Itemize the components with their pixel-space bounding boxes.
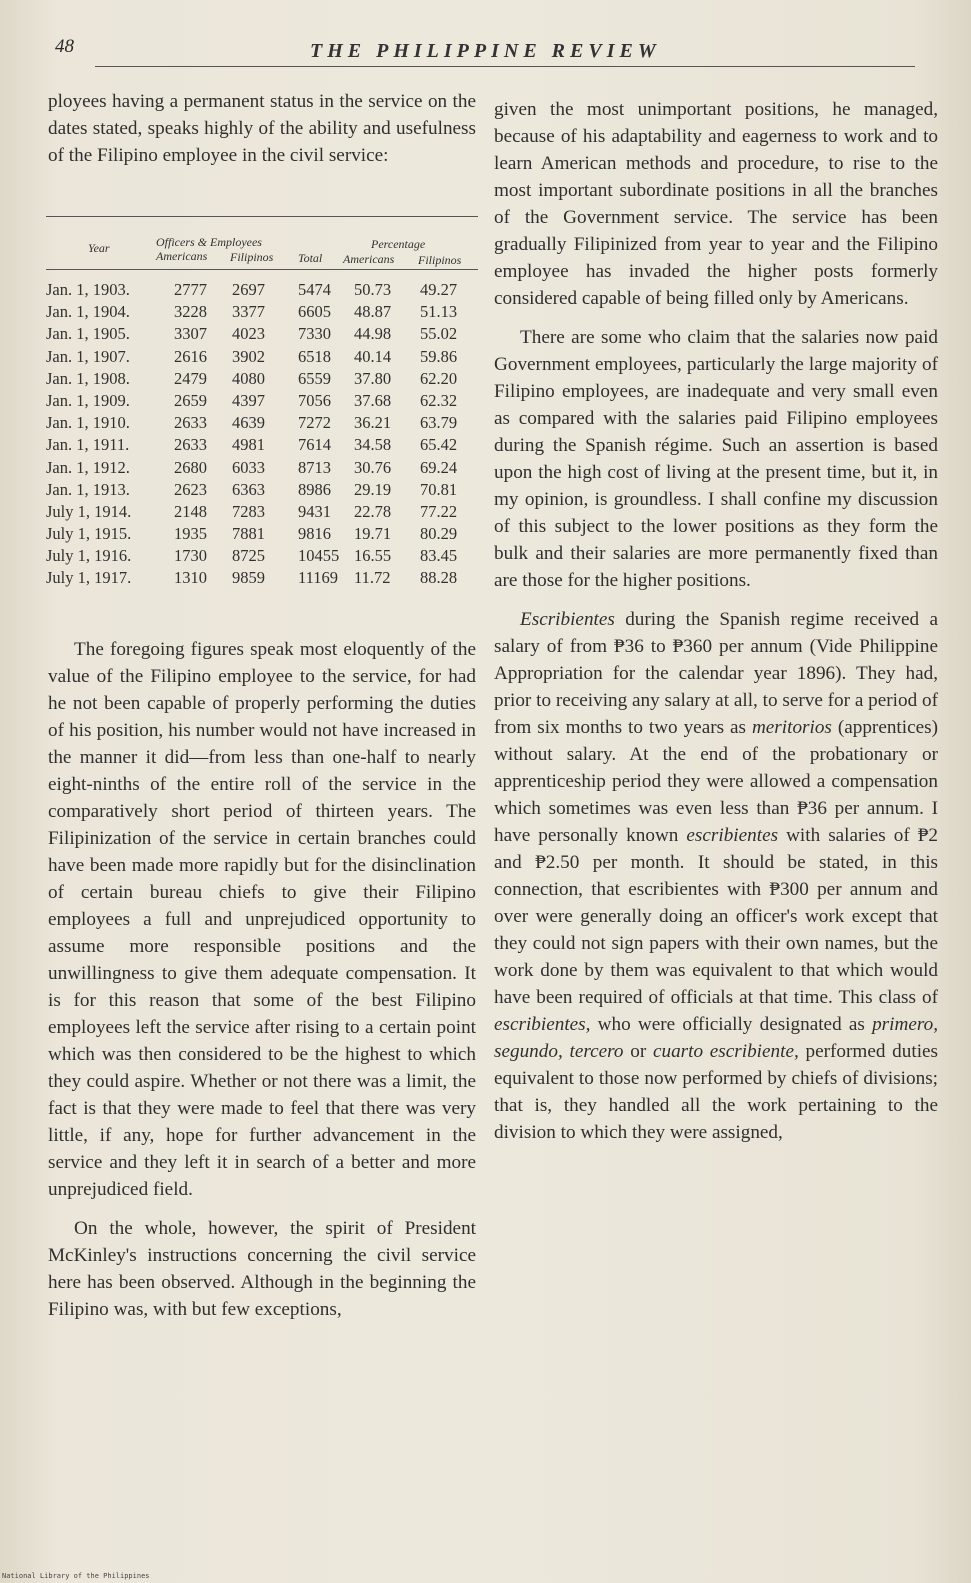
cell-pct-filipinos: 59.86 [420,346,458,366]
table-row [46,347,478,369]
cell-year: Jan. 1, 1904. [46,302,130,322]
cell-americans: 2659 [174,390,207,410]
cell-year: Jan. 1, 1910. [46,413,130,433]
cell-americans: 2633 [174,435,207,455]
left-column [48,88,476,169]
cell-pct-americans: 16.55 [354,546,392,566]
cell-americans: 2777 [174,280,207,299]
cell-pct-americans: 30.76 [354,457,392,477]
table-row [46,324,478,346]
cell-pct-americans: 44.98 [354,324,392,344]
cell-filipinos: 4397 [232,390,265,410]
cell-total: 6605 [298,302,331,322]
cell-pct-americans: 37.80 [354,368,392,388]
paragraph-salaries: There are some who claim that the salaries now paid Government employees, particularly the large majority of Filipino employees, are inadequate and very small even as compared with the salaries paid Filipino employees during the Spanish régime. Such an assertion is based upon the high cost of living at the present time, but it, in my opinion, is groundless. I shall confine my discussion of this subject to the lower positions as they form the bulk and their salaries are more permanently fixed than are those for the higher positions. [494,327,938,591]
paragraph-foregoing-figures: The foregoing figures speak most eloquently of the value of the Filipino employee to the service, for had he not been capable of properly performing the duties of his position, his number would not have increased in the manner it did—from less than one-half to nearly eight-ninths of the entire roll of the service in the comparatively short period of thirteen years. The Filipinization of the service in certain branches could have been made more rapidly but for the disinclination of certain bureau chiefs to give their Filipino employees a full and unprejudiced opportunity to assume more responsible positions and the unwillingness to give them adequate compensation. It is for this reason that some of the best Filipino employees left the service after rising to a certain point which was then considered to be the highest to which they could aspire. Whether or not there was a limit, the fact is that they were made to feel that there was very little, if any, hope for further advancement in the service and they left it in search of a better and more unprejudiced field. [48,639,476,1200]
cell-pct-filipinos: 62.32 [420,390,458,410]
paragraph-mckinley: On the whole, however, the spirit of President McKinley's instructions concerning the civil service here has been observed. Although in the beginning the Filipino was, with but few exceptions, [48,1218,476,1320]
term-meritorios: meritorios [751,717,832,738]
cell-pct-americans: 40.14 [354,346,392,366]
cell-filipinos: 4981 [232,435,265,455]
text-segment: with salaries of ₱2 and ₱2.50 per month. It should be stated, in this connection, that escribientes with ₱300 per annum and over were generally doing an officer's work except that they could not sign papers with their own names, but the work done by them was equivalent to that which would have been required of officials at that time. This class of [494,825,938,1008]
cell-pct-americans: 11.72 [354,568,391,588]
term-escribientes: Escribientes [520,609,615,630]
page-header [55,30,935,70]
cell-filipinos: 3902 [232,346,265,366]
cell-americans: 3228 [174,302,207,322]
paragraph-unimportant-positions: given the most unimportant positions, he managed, because of his adaptability and eagerness to work and to learn American methods and procedure, to rise to the most important subordinate positions in all the branches of the Government service. The service has been gradually Filipinized from year to year and the Filipino employee has invaded the higher posts formerly considered capable of being filled only by Americans. [494,99,938,309]
page-number: 48 [55,36,74,57]
cell-pct-filipinos: 51.13 [420,302,458,322]
cell-year: Jan. 1, 1911. [46,435,130,455]
cell-year: Jan. 1, 1908. [46,368,130,388]
cell-americans: 2148 [174,501,207,521]
cell-total: 11169 [298,568,339,588]
header-year: Year [88,241,110,255]
term-cuarto: cuarto escribiente, [652,1041,799,1062]
cell-pct-americans: 37.68 [354,390,392,410]
term-escribientes: escribientes [686,825,779,846]
header-officers-employees: Officers & Employees [156,235,262,249]
table-row [46,413,478,435]
running-title: THE PHILIPPINE REVIEW [310,40,661,62]
text-segment: performed duties equivalent to those now performed by chiefs of divisions; that is, they handled all the work pertaining to the division to which they were assigned, [494,1041,939,1143]
cell-total: 9816 [298,524,331,544]
cell-year: Jan. 1, 1913. [46,479,130,499]
cell-pct-filipinos: 70.81 [420,479,458,499]
cell-year: Jan. 1, 1907. [46,346,130,366]
cell-americans: 2616 [174,346,207,366]
cell-total: 7614 [298,435,331,455]
cell-pct-americans: 34.58 [354,435,392,455]
cell-pct-filipinos: 69.24 [420,457,458,477]
table-row [46,435,478,457]
cell-filipinos: 6363 [232,479,265,499]
cell-americans: 1310 [174,568,207,588]
cell-total: 5474 [298,280,331,299]
cell-pct-filipinos: 65.42 [420,435,458,455]
cell-filipinos: 9859 [232,568,265,588]
cell-pct-americans: 19.71 [354,524,392,544]
cell-total: 7272 [298,413,331,433]
text-segment: or [623,1041,653,1062]
cell-filipinos: 7881 [232,524,265,544]
cell-americans: 2479 [174,368,207,388]
cell-pct-americans: 50.73 [354,280,392,299]
cell-pct-filipinos: 88.28 [420,568,458,588]
cell-americans: 3307 [174,324,207,344]
cell-filipinos: 8725 [232,546,265,566]
cell-pct-filipinos: 62.20 [420,368,458,388]
term-escribientes: escribientes, [494,1014,591,1035]
cell-pct-filipinos: 49.27 [420,280,458,299]
cell-filipinos: 3377 [232,302,265,322]
cell-americans: 2623 [174,479,207,499]
table-header [46,217,478,269]
cell-total: 8713 [298,457,331,477]
table-row [46,458,478,480]
cell-total: 10455 [298,546,340,566]
header-pct-filipinos: Filipinos [418,253,462,267]
cell-year: July 1, 1916. [46,546,132,566]
table-row [46,546,478,568]
cell-year: July 1, 1915. [46,524,132,544]
header-rule [95,66,915,67]
header-total: Total [298,251,323,265]
cell-filipinos: 4080 [232,368,265,388]
header-americans: Americans [156,249,208,263]
cell-year: Jan. 1, 1905. [46,324,130,344]
cell-americans: 1935 [174,524,207,544]
cell-pct-filipinos: 63.79 [420,413,458,433]
cell-year: Jan. 1, 1912. [46,457,130,477]
cell-total: 8986 [298,479,331,499]
cell-filipinos: 4639 [232,413,265,433]
cell-pct-americans: 22.78 [354,501,392,521]
right-column [494,96,938,1146]
text-segment: who were officially designated as [590,1014,873,1035]
table-row [46,502,478,524]
cell-pct-filipinos: 83.45 [420,546,458,566]
cell-filipinos: 7283 [232,501,265,521]
header-pct-americans: Americans [343,252,395,266]
paragraph-escribientes [494,606,938,1146]
cell-year: July 1, 1917. [46,568,132,588]
cell-total: 6518 [298,346,331,366]
term-grades: primero, segundo, tercero [494,1014,938,1062]
header-percentage: Percentage [371,237,426,251]
text-segment: (apprentices) without salary. At the end of the probationary or apprenticeship period they were allowed a compensation which sometimes was even less than ₱36 per annum. I have personally known [494,717,938,846]
cell-americans: 2633 [174,413,207,433]
table-row [46,280,478,302]
cell-total: 7056 [298,390,331,410]
cell-filipinos: 4023 [232,324,265,344]
table-row [46,568,478,590]
cell-pct-americans: 36.21 [354,413,392,433]
cell-pct-americans: 48.87 [354,302,392,322]
table-row [46,369,478,391]
intro-paragraph: ployees having a permanent status in the service on the dates stated, speaks highly of the ability and usefulness of the Filipino employee in the civil service: [48,91,476,166]
text-segment: during the Spanish regime received a salary of from ₱36 to ₱360 per annum (Vide Philippine Appropriation for the calendar year 1896). They had, prior to receiving any salary at all, to serve for a period of from six months to two years as [494,609,938,738]
table-row [46,480,478,502]
cell-year: Jan. 1, 1903. [46,280,130,299]
cell-year: July 1, 1914. [46,501,132,521]
cell-pct-filipinos: 77.22 [420,501,458,521]
cell-year: Jan. 1, 1909. [46,390,130,410]
table-row [46,302,478,324]
cell-americans: 2680 [174,457,207,477]
cell-filipinos: 2697 [232,280,265,299]
civil-service-table [46,216,478,591]
left-column-body [48,636,476,1323]
cell-total: 9431 [298,501,331,521]
table-header-rule [46,269,478,270]
cell-pct-americans: 29.19 [354,479,392,499]
cell-pct-filipinos: 80.29 [420,524,458,544]
cell-total: 7330 [298,324,331,344]
cell-total: 6559 [298,368,331,388]
cell-filipinos: 6033 [232,457,265,477]
library-credit: National Library of the Philippines [2,1572,150,1580]
header-filipinos: Filipinos [230,250,274,264]
cell-americans: 1730 [174,546,207,566]
table-row [46,391,478,413]
cell-pct-filipinos: 55.02 [420,324,458,344]
table-body [46,280,478,591]
table-row [46,524,478,546]
